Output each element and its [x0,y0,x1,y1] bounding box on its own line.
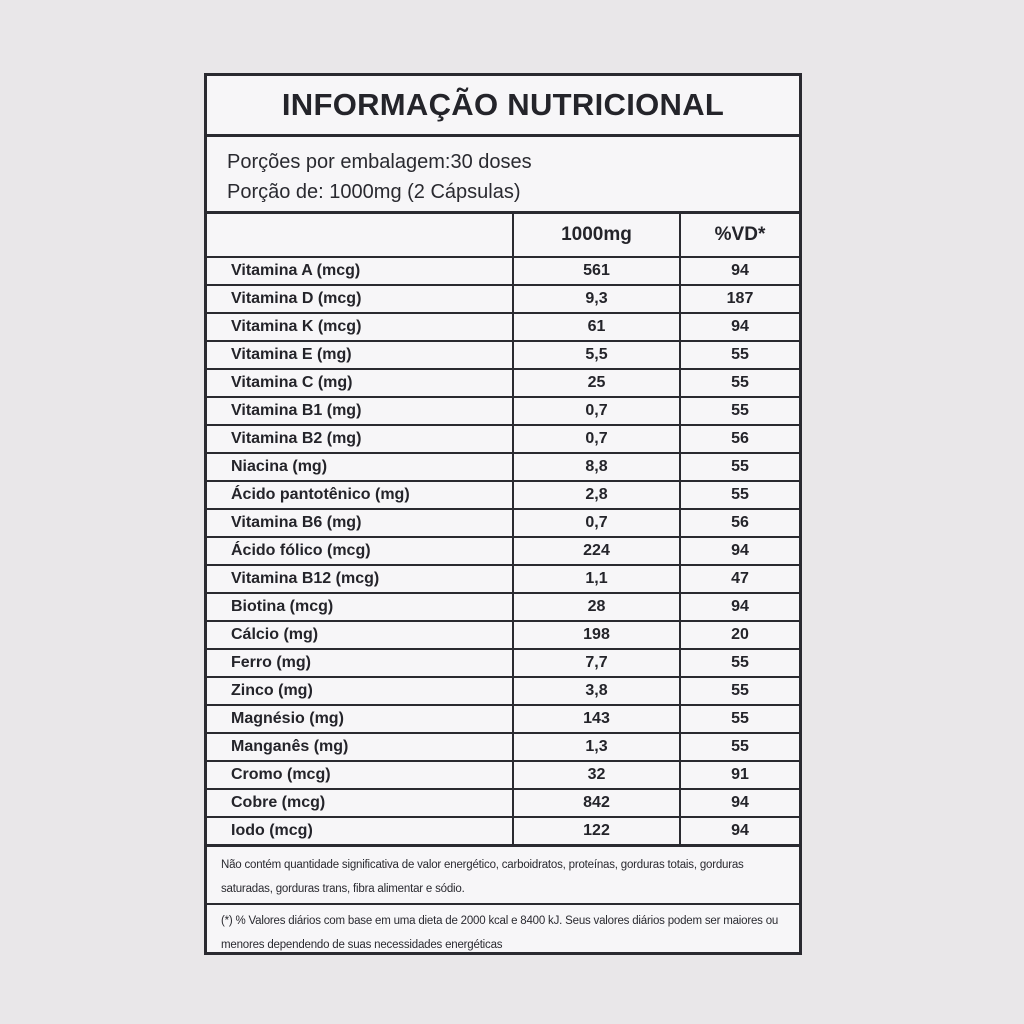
nutrient-daily-value: 94 [680,789,799,817]
nutrient-daily-value: 55 [680,341,799,369]
nutrient-name: Vitamina B1 (mg) [207,397,513,425]
nutrient-name: Vitamina C (mg) [207,369,513,397]
nutrient-name: Ácido pantotênico (mg) [207,481,513,509]
nutrient-amount: 32 [513,761,680,789]
table-row [207,705,799,733]
nutrient-amount: 61 [513,313,680,341]
table-row [207,817,799,846]
nutrient-amount: 842 [513,789,680,817]
footnote-daily-values: (*) % Valores diários com base em uma dieta de 2000 kcal e 8400 kJ. Seus valores diários podem ser maiores ou menores dependendo de suas necessidades energéticas [221,915,779,951]
table-row [207,733,799,761]
label-title: INFORMAÇÃO NUTRICIONAL [207,76,799,137]
table-row [207,537,799,565]
nutrient-amount: 0,7 [513,425,680,453]
nutrient-daily-value: 94 [680,257,799,285]
nutrient-amount: 0,7 [513,509,680,537]
nutrient-name: Manganês (mg) [207,733,513,761]
nutrient-name: Biotina (mcg) [207,593,513,621]
nutrient-amount: 1,1 [513,565,680,593]
portion-size: Porção de: 1000mg (2 Cápsulas) [227,181,521,203]
table-row [207,341,799,369]
nutrient-name: Ácido fólico (mcg) [207,537,513,565]
footnote-nutrients: Não contém quantidade significativa de valor energético, carboidratos, proteínas, gorduras totais, gorduras saturadas, gorduras trans, fibra alimentar e sódio. [207,847,799,905]
nutrition-label [204,73,802,955]
nutrient-daily-value: 55 [680,649,799,677]
nutrient-name: Cobre (mcg) [207,789,513,817]
table-row [207,649,799,677]
header-daily-value: %VD* [680,214,799,257]
nutrient-daily-value: 94 [680,593,799,621]
table-row [207,481,799,509]
nutrient-daily-value: 91 [680,761,799,789]
table-row [207,257,799,285]
nutrient-daily-value: 55 [680,705,799,733]
table-row [207,593,799,621]
nutrient-daily-value: 55 [680,733,799,761]
table-row [207,565,799,593]
nutrient-name: Iodo (mcg) [207,817,513,846]
table-row [207,761,799,789]
nutrient-name: Ferro (mg) [207,649,513,677]
nutrient-name: Zinco (mg) [207,677,513,705]
nutrient-amount: 7,7 [513,649,680,677]
nutrient-name: Vitamina K (mcg) [207,313,513,341]
table-row [207,509,799,537]
servings-per-package: Porções por embalagem:30 doses [227,151,532,173]
nutrient-daily-value: 55 [680,677,799,705]
table-row [207,369,799,397]
nutrient-amount: 143 [513,705,680,733]
nutrient-daily-value: 55 [680,397,799,425]
nutrient-daily-value: 56 [680,509,799,537]
nutrient-daily-value: 94 [680,537,799,565]
table-row [207,397,799,425]
nutrient-name: Vitamina A (mcg) [207,257,513,285]
serving-info [207,137,799,214]
nutrient-amount: 5,5 [513,341,680,369]
table-row [207,425,799,453]
nutrient-daily-value: 20 [680,621,799,649]
nutrient-name: Vitamina B2 (mg) [207,425,513,453]
header-nutrient [207,214,513,257]
nutrient-name: Magnésio (mg) [207,705,513,733]
nutrient-amount: 224 [513,537,680,565]
nutrient-name: Vitamina B12 (mcg) [207,565,513,593]
nutrient-amount: 561 [513,257,680,285]
nutrient-amount: 198 [513,621,680,649]
nutrient-daily-value: 94 [680,313,799,341]
nutrient-amount: 28 [513,593,680,621]
nutrient-amount: 9,3 [513,285,680,313]
nutrient-amount: 8,8 [513,453,680,481]
nutrient-amount: 1,3 [513,733,680,761]
nutrient-name: Vitamina D (mcg) [207,285,513,313]
nutrient-amount: 122 [513,817,680,846]
nutrient-amount: 3,8 [513,677,680,705]
table-row [207,677,799,705]
nutrient-name: Vitamina B6 (mg) [207,509,513,537]
nutrient-daily-value: 187 [680,285,799,313]
table-row [207,285,799,313]
table-header-row [207,214,799,257]
nutrient-name: Cálcio (mg) [207,621,513,649]
nutrient-name: Vitamina E (mg) [207,341,513,369]
nutrition-table [207,214,799,847]
nutrient-amount: 0,7 [513,397,680,425]
table-row [207,453,799,481]
nutrient-daily-value: 55 [680,369,799,397]
nutrient-name: Niacina (mg) [207,453,513,481]
nutrient-daily-value: 55 [680,481,799,509]
nutrient-daily-value: 94 [680,817,799,846]
table-row [207,789,799,817]
nutrient-amount: 25 [513,369,680,397]
nutrient-daily-value: 55 [680,453,799,481]
nutrient-name: Cromo (mcg) [207,761,513,789]
nutrient-amount: 2,8 [513,481,680,509]
table-row [207,313,799,341]
nutrient-daily-value: 47 [680,565,799,593]
nutrient-daily-value: 56 [680,425,799,453]
header-amount: 1000mg [513,214,680,257]
table-row [207,621,799,649]
